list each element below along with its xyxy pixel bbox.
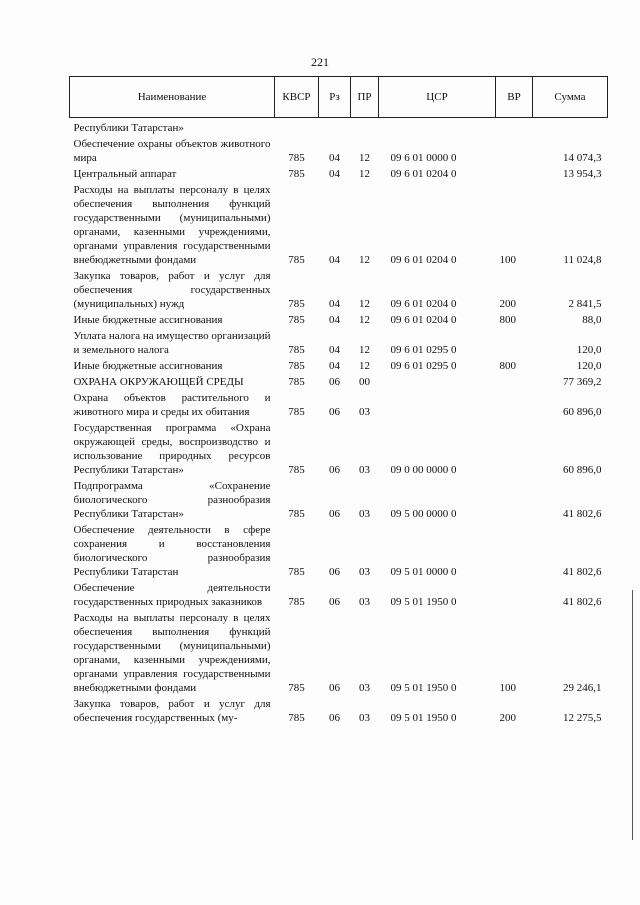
cell-csr: 09 0 00 0000 0 [390,464,457,476]
cell-vr: 200 [499,712,516,724]
cell-csr: 09 6 01 0295 0 [390,360,457,372]
cell-pr: 03 [359,712,370,724]
cell-pr: 12 [359,314,370,326]
cell-pr: 12 [359,360,370,372]
cell-sum: 77 369,2 [563,376,602,388]
cell-name: Расходы на выплаты персоналу в целях обеспечения выполнения функций государственными (муниципальными) органами, казенными учреждениями, органами управления государственными внебюджетными фондами [73,612,271,694]
cell-name: Расходы на выплаты персоналу в целях обеспечения выполнения функций государственными (муниципальными) органами, казенными учреждениями, органами управления государственными внебюджетными фондами [73,184,271,266]
cell-rz [319,118,351,137]
cell-kvsr: 785 [288,464,305,476]
cell-kvsr: 785 [288,344,305,356]
cell-rz: 04 [329,314,340,326]
cell-rz: 06 [329,596,340,608]
cell-rz: 06 [329,712,340,724]
table-row [70,374,608,390]
header-vr: ВР [496,77,533,118]
cell-sum: 120,0 [576,360,602,372]
table-row [70,696,608,726]
cell-name: ОХРАНА ОКРУЖАЮЩЕЙ СРЕДЫ [73,376,244,388]
table-row [70,328,608,358]
cell-rz: 06 [329,508,340,520]
cell-rz: 04 [329,152,340,164]
cell-vr [496,374,533,390]
cell-name: Подпрограмма «Сохранение биологического разнообразия Республики Татарстан» [73,480,271,520]
cell-kvsr: 785 [288,508,305,520]
cell-pr [351,118,379,137]
cell-rz: 04 [329,254,340,266]
cell-pr: 03 [359,406,370,418]
cell-kvsr [275,118,319,137]
cell-csr [379,118,496,137]
cell-name: Республики Татарстан» [73,122,184,134]
budget-table [69,76,608,726]
cell-sum: 41 802,6 [563,566,602,578]
cell-kvsr: 785 [288,254,305,266]
cell-csr: 09 6 01 0000 0 [390,152,457,164]
cell-pr: 12 [359,298,370,310]
cell-sum: 2 841,5 [568,298,602,310]
header-name: Наименование [70,77,275,118]
table-row [70,610,608,696]
header-pr: ПР [351,77,379,118]
cell-vr [496,166,533,182]
cell-csr: 09 6 01 0204 0 [390,314,457,326]
cell-rz: 04 [329,360,340,372]
table-row [70,118,608,137]
header-kvsr: КВСР [275,77,319,118]
table-row [70,166,608,182]
cell-sum: 11 024,8 [563,254,602,266]
cell-sum: 41 802,6 [563,596,602,608]
cell-vr: 100 [499,682,516,694]
cell-vr: 100 [499,254,516,266]
cell-kvsr: 785 [288,712,305,724]
cell-vr [496,478,533,522]
cell-name: Государственная программа «Охрана окружающей среды, воспроизводство и использование природных ресурсов Республики Татарстан» [73,422,271,476]
table-row [70,420,608,478]
cell-csr: 09 5 01 0000 0 [390,566,457,578]
cell-vr [496,390,533,420]
cell-name: Иные бюджетные ассигнования [73,360,223,372]
cell-name: Охрана объектов растительного и животного мира и среды их обитания [73,392,271,418]
cell-rz: 04 [329,298,340,310]
cell-sum: 13 954,3 [563,168,602,180]
cell-csr: 09 6 01 0204 0 [390,254,457,266]
cell-name: Обеспечение деятельности в сфере сохранения и восстановления биологического разнообразия Республики Татарстан [73,524,271,578]
cell-vr [496,420,533,478]
header-csr: ЦСР [379,77,496,118]
cell-csr: 09 5 00 0000 0 [390,508,457,520]
table-row [70,478,608,522]
cell-csr [379,390,496,420]
table-row [70,268,608,312]
cell-name: Закупка товаров, работ и услуг для обеспечения государственных (му- [73,698,271,724]
cell-pr: 12 [359,344,370,356]
page-number: 221 [311,55,329,69]
cell-vr: 200 [499,298,516,310]
cell-rz: 04 [329,168,340,180]
table-row [70,390,608,420]
cell-sum: 12 275,5 [563,712,602,724]
cell-kvsr: 785 [288,406,305,418]
cell-name: Обеспечение деятельности государственных природных заказников [73,582,271,608]
cell-sum [533,118,608,137]
cell-vr [496,136,533,166]
cell-pr: 12 [359,254,370,266]
cell-sum: 88,0 [582,314,602,326]
cell-pr: 03 [359,596,370,608]
cell-pr: 03 [359,682,370,694]
cell-pr: 12 [359,168,370,180]
cell-sum: 60 896,0 [563,464,602,476]
cell-csr: 09 5 01 1950 0 [390,682,457,694]
cell-rz: 06 [329,682,340,694]
cell-vr [496,118,533,137]
table-header-row [70,77,608,118]
cell-csr: 09 6 01 0204 0 [390,168,457,180]
cell-sum: 14 074,3 [563,152,602,164]
cell-kvsr: 785 [288,152,305,164]
cell-vr: 800 [499,360,516,372]
cell-rz: 06 [329,464,340,476]
table-row [70,136,608,166]
cell-kvsr: 785 [288,596,305,608]
cell-rz: 06 [329,566,340,578]
cell-name: Иные бюджетные ассигнования [73,314,223,326]
cell-pr: 00 [359,376,370,388]
cell-rz: 06 [329,376,340,388]
cell-kvsr: 785 [288,314,305,326]
cell-rz: 04 [329,344,340,356]
cell-kvsr: 785 [288,298,305,310]
cell-csr: 09 6 01 0204 0 [390,298,457,310]
cell-name: Центральный аппарат [73,168,177,180]
cell-kvsr: 785 [288,682,305,694]
table-row [70,358,608,374]
cell-name: Обеспечение охраны объектов животного мира [73,138,271,164]
cell-pr: 12 [359,152,370,164]
cell-vr [496,328,533,358]
cell-vr: 800 [499,314,516,326]
table-row [70,312,608,328]
cell-sum: 120,0 [576,344,602,356]
cell-vr [496,522,533,580]
cell-kvsr: 785 [288,376,305,388]
cell-csr: 09 6 01 0295 0 [390,344,457,356]
table-row [70,522,608,580]
cell-vr [496,580,533,610]
cell-csr [379,374,496,390]
header-rz: Рз [319,77,351,118]
header-sum: Сумма [533,77,608,118]
table-row [70,580,608,610]
scan-edge-line [632,590,633,840]
cell-sum: 41 802,6 [563,508,602,520]
cell-kvsr: 785 [288,168,305,180]
cell-kvsr: 785 [288,360,305,372]
cell-pr: 03 [359,566,370,578]
cell-pr: 03 [359,464,370,476]
cell-sum: 29 246,1 [563,682,602,694]
cell-csr: 09 5 01 1950 0 [390,712,457,724]
cell-pr: 03 [359,508,370,520]
cell-name: Закупка товаров, работ и услуг для обеспечения государственных (муниципальных) нужд [73,270,271,310]
cell-kvsr: 785 [288,566,305,578]
cell-rz: 06 [329,406,340,418]
cell-csr: 09 5 01 1950 0 [390,596,457,608]
table-row [70,182,608,268]
cell-name: Уплата налога на имущество организаций и земельного налога [73,330,271,356]
cell-sum: 60 896,0 [563,406,602,418]
